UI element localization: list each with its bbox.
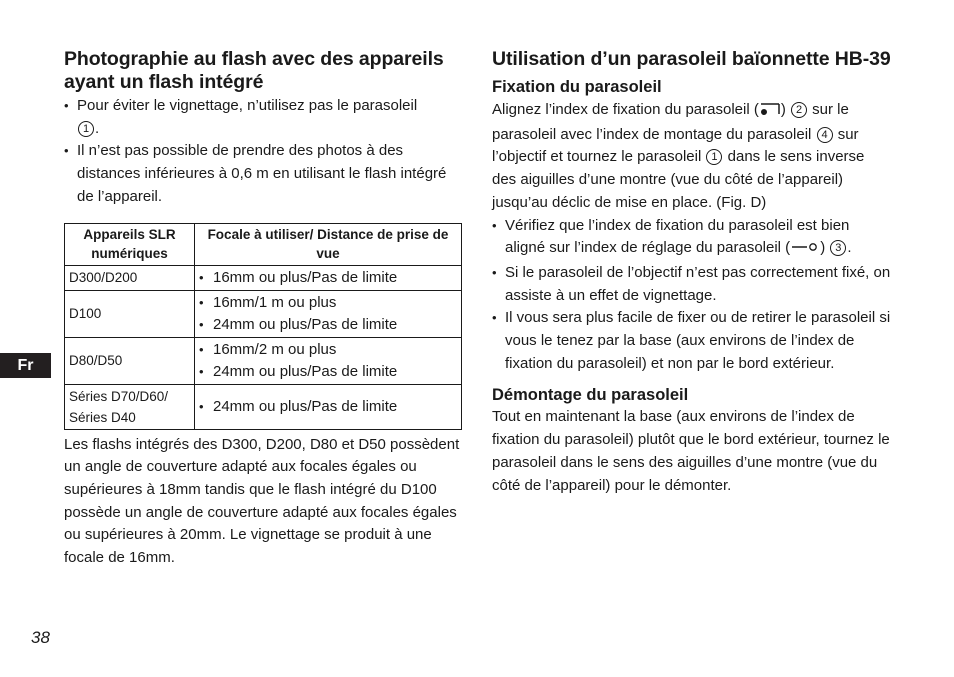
table-row: [65, 384, 462, 429]
flash-coverage-note: Les flashs intégrés des D300, D200, D80 et D50 possèdent un angle de couverture adapté aux focales égales ou supérieures à 18mm tandis que le flash intégré du D100 possède un angle de couverture adapté aux focales égales ou supérieures à 20mm. Le vignettage se produit à une focale de 16mm.: [64, 435, 460, 567]
ref-number-2: 2: [791, 102, 807, 118]
right-heading: Utilisation d’un parasoleil baïonnette HB-39: [492, 48, 891, 70]
left-bullet-list: [64, 95, 462, 209]
language-tab: Fr: [0, 353, 51, 378]
hood-setting-index-icon: [790, 239, 820, 262]
header-models: Appareils SLR numériques: [65, 223, 195, 265]
model-cell: D80/D50: [65, 337, 195, 384]
table-row: [65, 337, 462, 384]
demontage-paragraph: Tout en maintenant la base (aux environs de l’index de fixation du parasoleil) plutôt que le bord extérieur, tournez le parasoleil dans le sens des aiguilles d’une montre (vue du côté de l’appareil) pour le démonter.: [492, 408, 890, 494]
model-cell: D100: [65, 290, 195, 337]
demontage-title: Démontage du parasoleil: [492, 386, 689, 405]
table-row: [65, 290, 462, 337]
table-header-row: [65, 223, 462, 265]
fixation-bullet-list: [492, 215, 892, 376]
compatibility-table: [64, 223, 462, 430]
focal-cell: [195, 265, 462, 290]
bullet-vignetting: • Si le parasoleil de l’objectif n’est pas correctement fixé, on assiste à un effet de vignettage.: [492, 262, 892, 307]
focal-item: • 16mm/1 m ou plus: [199, 292, 457, 314]
bullet-handling: • Il vous sera plus facile de fixer ou de retirer le parasoleil si vous le tenez par la base (aux environs de l’index de fixation du parasoleil) et non par le bord extérieur.: [492, 307, 892, 375]
header-focal: Focale à utiliser/ Distance de prise de vue: [195, 223, 462, 265]
bullet-alignment: • Vérifiez que l’index de fixation du parasoleil est bien aligné sur l’index de réglage du parasoleil ( ) 3 .: [492, 215, 892, 262]
model-cell: Séries D70/D60/ Séries D40: [65, 384, 195, 429]
focal-cell: [195, 337, 462, 384]
hood-attachment-index-icon: [759, 101, 781, 124]
left-column: [64, 48, 462, 570]
table-row: [65, 265, 462, 290]
model-cell: D300/D200: [65, 265, 195, 290]
ref-number-4: 4: [817, 127, 833, 143]
fixation-paragraph: Alignez l’index de fixation du parasoleil ( ) 2 sur le parasoleil avec l’index de montage du parasoleil 4 sur l’objectif et tournez le parasoleil 1 dans le sens inverse des aiguilles d’une montre (vue du côté de l’appareil) jusqu’au déclic de mise en place. (Fig. D): [492, 101, 865, 211]
focal-item: • 16mm ou plus/Pas de limite: [199, 267, 457, 289]
ref-number-3: 3: [830, 240, 846, 256]
right-column: [492, 48, 892, 497]
bullet-distance: • Il n’est pas possible de prendre des photos à des distances inférieures à 0,6 m en utilisant le flash intégré de l’appareil.: [64, 140, 462, 208]
bullet-vignettage: • Pour éviter le vignettage, n’utilisez pas le parasoleil 1 .: [64, 95, 462, 140]
left-heading: Photographie au flash avec des appareils ayant un flash intégré: [64, 48, 444, 93]
ref-number-1: 1: [78, 121, 94, 137]
focal-cell: [195, 384, 462, 429]
fixation-title: Fixation du parasoleil: [492, 78, 662, 96]
focal-item: • 24mm ou plus/Pas de limite: [199, 396, 457, 418]
focal-item: • 24mm ou plus/Pas de limite: [199, 314, 457, 336]
focal-item: • 24mm ou plus/Pas de limite: [199, 361, 457, 383]
page-number: 38: [31, 628, 50, 647]
ref-number-1: 1: [706, 149, 722, 165]
focal-item: • 16mm/2 m ou plus: [199, 339, 457, 361]
focal-cell: [195, 290, 462, 337]
